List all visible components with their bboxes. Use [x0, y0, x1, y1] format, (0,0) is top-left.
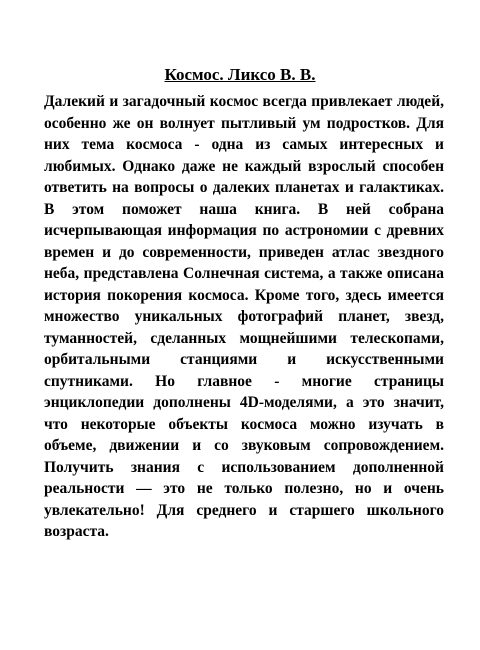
- document-body-paragraph: Далекий и загадочный космос всегда привлекает людей, особенно же он волнует пытливый ум подростков. Для них тема космоса - одна из самых интересных и любимых. Однако даже не каждый взрослый способен ответить на вопросы о далеких планетах и галактиках. В этом поможет наша книга. В ней собрана исчерпывающая информация по астрономии с древних времен и до современности, приведен атлас звездного неба, представлена Солнечная система, а также описана история покорения космоса. Кроме того, здесь имеется множество уникальных фотографий планет, звезд, туманностей, сделанных мощнейшими телескопами, орбитальными станциями и искусственными спутниками. Но главное - многие страницы энциклопедии дополнены 4D-моделями, а это значит, что некоторые объекты космоса можно изучать в объеме, движении и со звуковым сопровождением. Получить знания с использованием дополненной реальности — это не только полезно, но и очень увлекательно! Для среднего и старшего школьного возраста.: [44, 93, 444, 540]
- document-title: Космос. Ликсо В. В.: [164, 65, 316, 84]
